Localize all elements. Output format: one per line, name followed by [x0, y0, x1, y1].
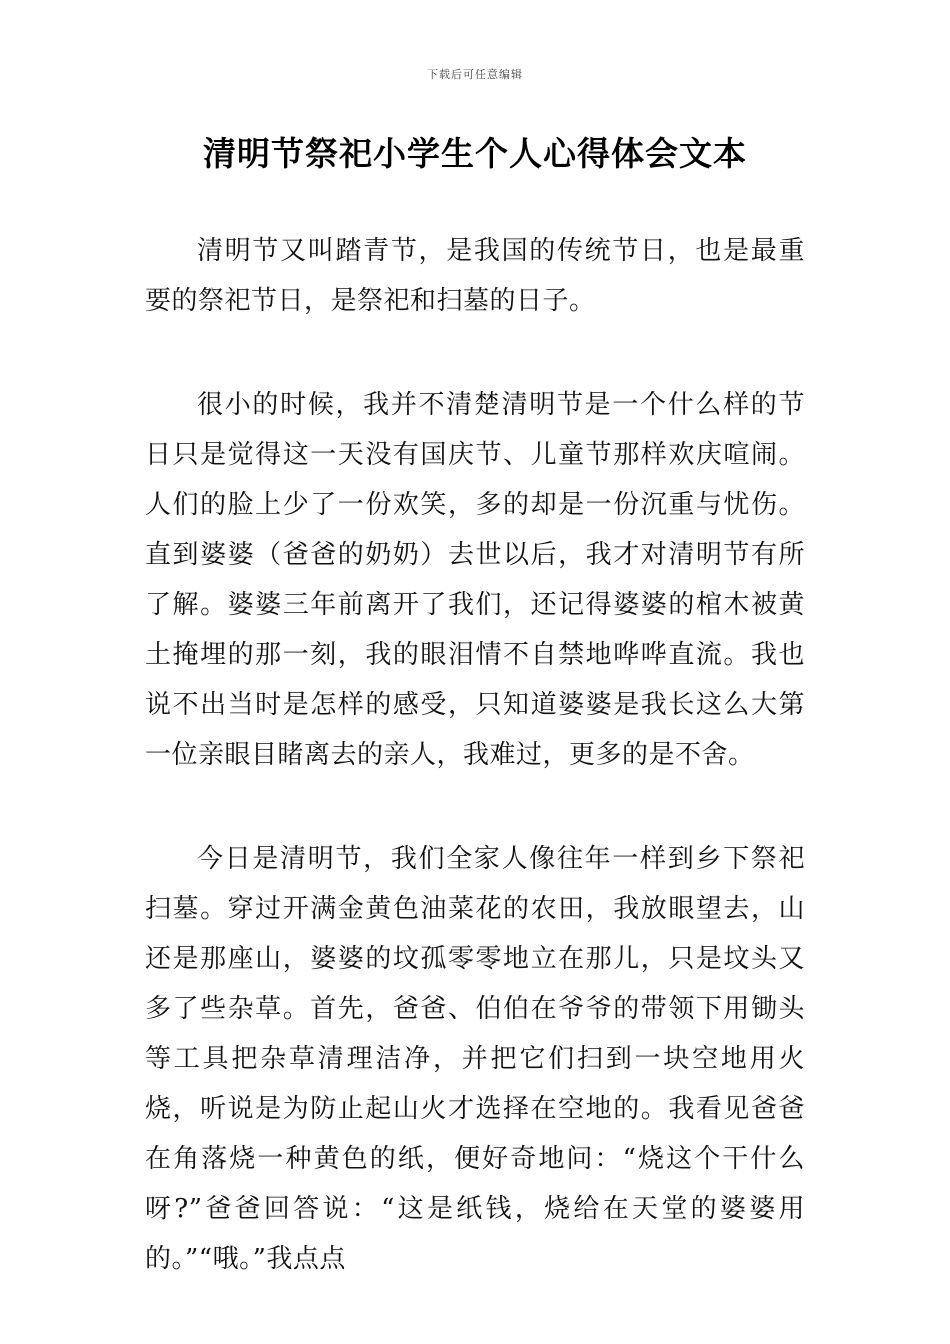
paragraph-3: 今日是清明节，我们全家人像往年一样到乡下祭祀扫墓。穿过开满金黄色油菜花的农田，我放眼望去，山还是那座山，婆婆的坟孤零零地立在那儿，只是坟头又多了些杂草。首先，爸爸、伯伯在爷爷的带领下用锄头等工具把杂草清理洁净，并把它们扫到一块空地用火烧，听说是为防止起山火才选择在空地的。我看见爸爸在角落烧一种黄色的纸，便好奇地问：“烧这个干什么呀?”爸爸回答说：“这是纸钱，烧给在天堂的婆婆用的。”“哦。”我点点: [145, 844, 805, 1274]
document-title: 清明节祭祀小学生个人心得体会文本: [203, 134, 747, 173]
paragraph-1: 清明节又叫踏青节，是我国的传统节日，也是最重要的祭祀节日，是祭祀和扫墓的日子。: [145, 236, 805, 316]
document-body: [145, 226, 805, 1338]
paragraph-2: 很小的时候，我并不清楚清明节是一个什么样的节日只是觉得这一天没有国庆节、儿童节那样欢庆喧闹。人们的脸上少了一份欢笑，多的却是一份沉重与忧伤。直到婆婆（爸爸的奶奶）去世以后，我才对清明节有所了解。婆婆三年前离开了我们，还记得婆婆的棺木被黄土掩埋的那一刻，我的眼泪情不自禁地哗哗直流。我也说不出当时是怎样的感受，只知道婆婆是我长这么大第一位亲眼目睹离去的亲人，我难过，更多的是不舍。: [145, 390, 805, 770]
header-note: 下载后可任意编辑: [427, 68, 523, 81]
